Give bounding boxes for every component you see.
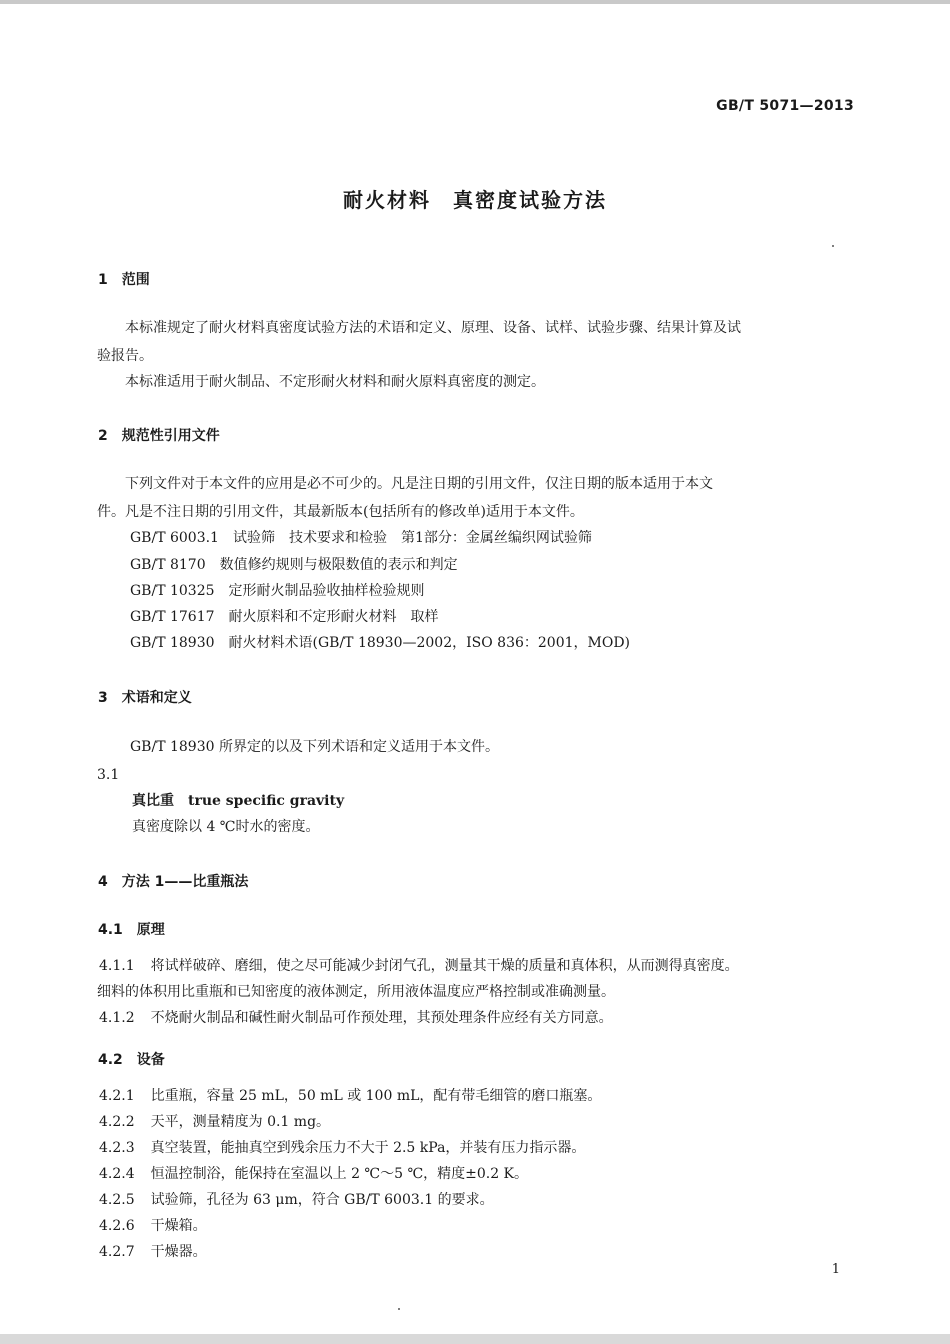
clause-text: 恒温控制浴，能保持在室温以上 2 ℃～5 ℃，精度±0.2 K。 xyxy=(150,1166,529,1182)
clause-number: 4.2.4 xyxy=(99,1166,135,1182)
equipment-item xyxy=(99,1112,330,1132)
clause-4-1-1-continued: 细料的体积用比重瓶和已知密度的液体测定，所用液体温度应严格控制或准确测量。 xyxy=(97,984,615,1000)
reference-item: GB/T 17617 耐火原料和不定形耐火材料 取样 xyxy=(130,609,439,625)
clause-number: 4.1.2 xyxy=(99,1010,135,1026)
clause-text: 天平，测量精度为 0.1 mg。 xyxy=(150,1114,331,1130)
section-1-para-1b: 验报告。 xyxy=(97,348,153,364)
clause-4-2-heading: 4.2 设备 xyxy=(98,1052,165,1068)
clause-4-1-1 xyxy=(99,956,739,976)
reference-item: GB/T 10325 定形耐火制品验收抽样检验规则 xyxy=(130,583,425,599)
clause-number: 4.1.1 xyxy=(99,958,135,974)
clause-text: 干燥器。 xyxy=(150,1244,207,1260)
clause-number: 4.2.6 xyxy=(99,1218,135,1234)
equipment-item xyxy=(99,1242,207,1262)
clause-number: 4.2.1 xyxy=(99,1088,135,1104)
standard-code: GB/T 5071—2013 xyxy=(716,98,854,114)
equipment-item xyxy=(99,1086,601,1106)
scan-speck xyxy=(832,245,834,247)
section-1-para-1a: 本标准规定了耐火材料真密度试验方法的术语和定义、原理、设备、试样、试验步骤、结果计算及试 xyxy=(125,320,741,336)
section-1-para-2: 本标准适用于耐火制品、不定形耐火材料和耐火原料真密度的测定。 xyxy=(125,374,545,390)
section-2-heading: 2 规范性引用文件 xyxy=(98,428,220,444)
term-definition: 真密度除以 4 ℃时水的密度。 xyxy=(132,819,320,835)
clause-text: 干燥箱。 xyxy=(150,1218,207,1234)
clause-text: 不烧耐火制品和碱性耐火制品可作预处理，其预处理条件应经有关方同意。 xyxy=(150,1010,613,1026)
clause-number: 4.2.5 xyxy=(99,1192,135,1208)
reference-item: GB/T 8170 数值修约规则与极限数值的表示和判定 xyxy=(130,557,458,573)
top-border xyxy=(0,0,950,4)
section-1-heading: 1 范围 xyxy=(98,272,150,288)
section-3-para-1: GB/T 18930 所界定的以及下列术语和定义适用于本文件。 xyxy=(130,739,499,755)
equipment-item xyxy=(99,1164,528,1184)
section-2-para-1b: 件。凡是不注日期的引用文件，其最新版本(包括所有的修改单)适用于本文件。 xyxy=(97,504,584,520)
equipment-item xyxy=(99,1216,207,1236)
clause-number: 4.2.3 xyxy=(99,1140,135,1156)
clause-4-1-2 xyxy=(99,1008,613,1028)
term-true-specific-gravity: 真比重 true specific gravity xyxy=(132,793,345,809)
bottom-border xyxy=(0,1334,950,1344)
clause-text: 比重瓶，容量 25 mL，50 mL 或 100 mL，配有带毛细管的磨口瓶塞。 xyxy=(150,1088,602,1104)
page-number: 1 xyxy=(831,1262,840,1277)
reference-item: GB/T 18930 耐火材料术语(GB/T 18930—2002，ISO 836：2001，MOD) xyxy=(130,635,631,651)
clause-number: 4.2.2 xyxy=(99,1114,135,1130)
clause-text: 试验筛，孔径为 63 μm，符合 GB/T 6003.1 的要求。 xyxy=(150,1192,494,1208)
clause-number: 4.2.7 xyxy=(99,1244,135,1260)
document-title: 耐火材料 真密度试验方法 xyxy=(343,188,607,212)
section-4-heading: 4 方法 1——比重瓶法 xyxy=(98,874,249,890)
section-3-heading: 3 术语和定义 xyxy=(98,690,192,706)
clause-3-1-number: 3.1 xyxy=(97,767,120,783)
clause-text: 将试样破碎、磨细，使之尽可能减少封闭气孔，测量其干燥的质量和真体积，从而测得真密度。 xyxy=(150,958,739,974)
clause-text: 真空装置，能抽真空到残余压力不大于 2.5 kPa，并装有压力指示器。 xyxy=(150,1140,586,1156)
clause-4-1-heading: 4.1 原理 xyxy=(98,922,165,938)
equipment-item xyxy=(99,1190,494,1210)
equipment-item xyxy=(99,1138,585,1158)
scan-speck xyxy=(398,1308,400,1310)
section-2-para-1a: 下列文件对于本文件的应用是必不可少的。凡是注日期的引用文件，仅注日期的版本适用于本文 xyxy=(125,476,713,492)
reference-item: GB/T 6003.1 试验筛 技术要求和检验 第1部分：金属丝编织网试验筛 xyxy=(130,530,592,546)
